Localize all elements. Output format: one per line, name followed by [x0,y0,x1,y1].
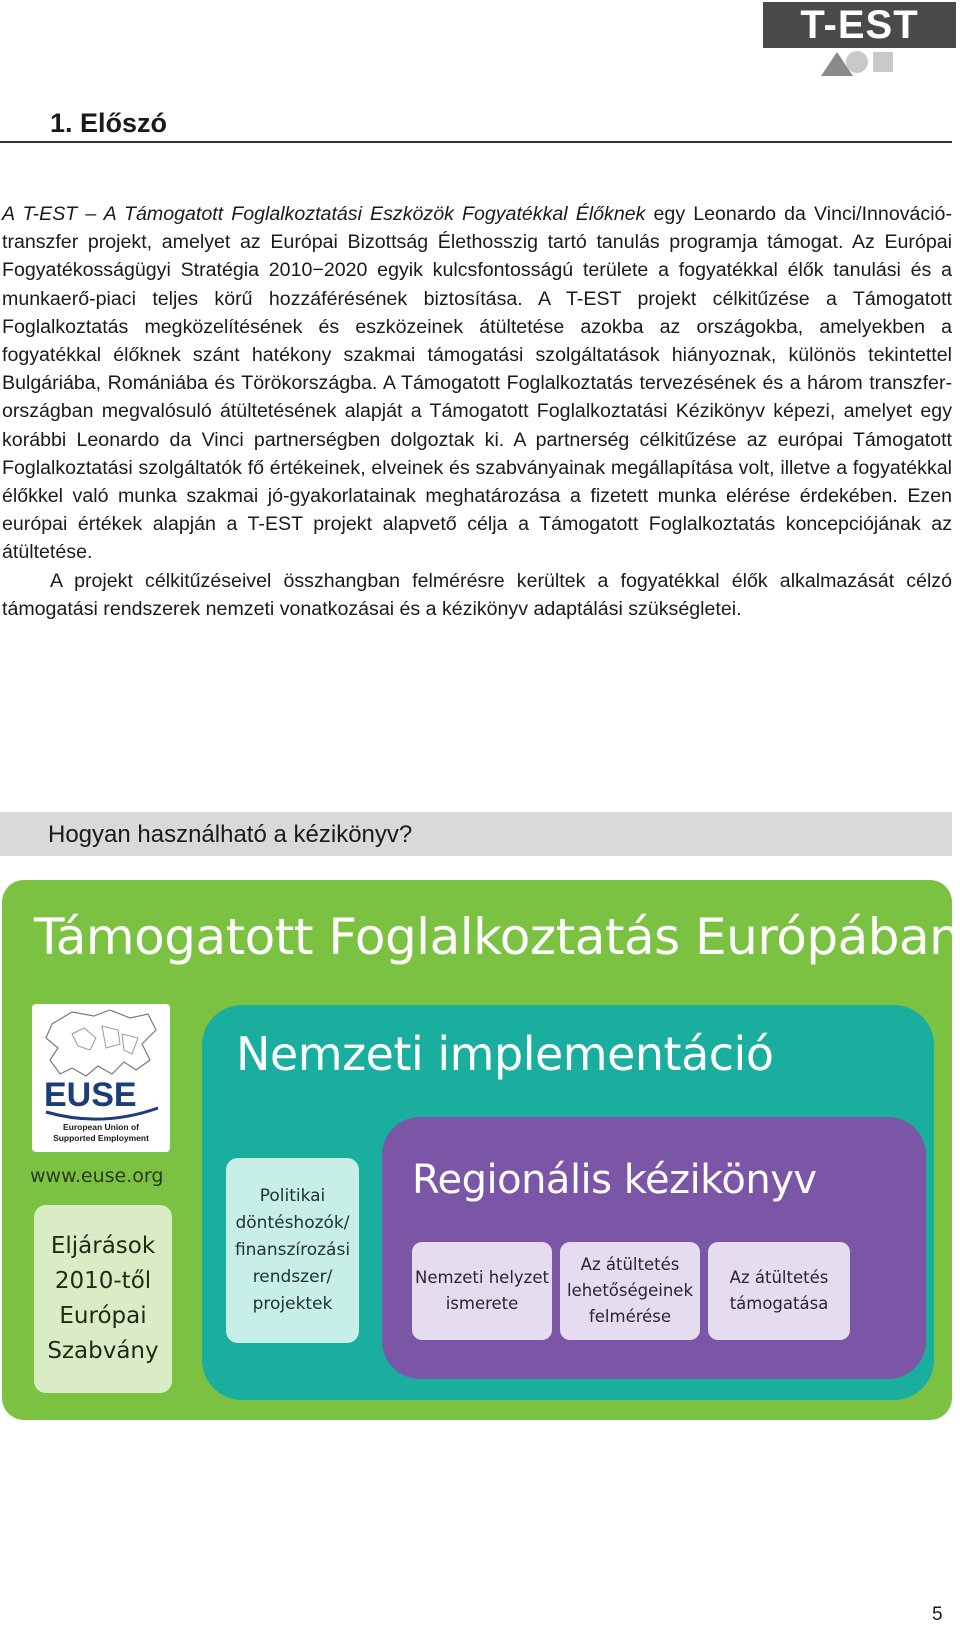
logo-text: T-EST [800,3,919,47]
euse-map-icon [32,1004,170,1152]
euse-url-link[interactable]: www.euse.org [30,1165,164,1187]
section-title: 1. Előszó [50,108,168,138]
policy-box [226,1158,359,1343]
section-divider [0,141,952,143]
paragraph-1 [2,200,952,567]
euse-wordmark: EUSE [44,1076,137,1114]
regional-handbook-title: Regionális kézikönyv [412,1157,817,1203]
svg-text:Supported Employment: Supported Employment [53,1133,149,1143]
standards-box [34,1205,172,1393]
regional-handbook-box [382,1117,926,1379]
national-situation-box [412,1242,552,1340]
supported-employment-diagram [2,880,960,1420]
policy-text: Politikai döntéshozók/ finanszírozási rendszer/ projektek [234,1186,351,1314]
logo-shapes-icon [763,48,956,80]
how-to-heading: Hogyan használható a kézikönyv? [48,821,413,848]
paragraph-1-text: egy Leonardo da Vinci/Innováció-transzfer projekt, amelyet az Európai Bizottság Élethosszig tartó tanulás programja támogat. Az Európai Fogyatékosságügyi Stratégia 2010−2020 egyik kulcsfontosságú területe a fogyatékkal élők tanulási és a munkaerő-piaci teljes körű hozzáférésének biztosítása. A T-EST projekt célkitűzése a Támogatott Foglalkoztatás megközelítésének és eszközeinek átültetése azokba az országokba, amelyekben a fogyatékkal élőknek szánt hatékony szakmai támogatási szolgáltatások hiányoznak, különös tekintettel Bulgáriába, Romániába és Törökországba. A Támogatott Foglalkoztatás tervezésének és a három transzfer-országban megvalósuló átültetésének alapját a Támogatott Foglalkoztatási Kézikönyv képezi, amelyet egy korábbi Leonardo da Vinci partnerségben dolgoztak ki. A partnerség célkitűzése az európai Támogatott Foglalkoztatási szolgáltatók fő értékeinek, elveinek és szabványainak megállapítása volt, illetve a fogyatékkal élőkkel való munka szakmai jó-gyakorlatainak meghatározása a fizetett munka elérése érdekében. Ezen európai értékek alapján a T-EST projekt alapvető célja a Támogatott Foglalkoztatás koncepciójának az átültetése. [2,203,952,564]
svg-text:European Union of: European Union of [62,1122,140,1132]
transfer-support-text: Az átültetés támogatása [729,1268,829,1313]
euse-logo [32,1004,170,1152]
national-situation-text: Nemzeti helyzet ismerete [415,1268,549,1313]
project-title-italic: A T-EST – A Támogatott Foglalkoztatási Eszközök Fogyatékkal Élőknek [2,203,646,225]
diagram-title: Támogatott Foglalkoztatás Európában [34,908,960,966]
national-implementation-box [202,1005,934,1400]
page-number: 5 [932,1604,943,1625]
how-to-band [0,812,952,856]
transfer-assessment-box [560,1242,700,1340]
transfer-assessment-text: Az átültetés lehetőségeinek felmérése [566,1255,694,1326]
standards-text: Eljárások 2010-től Európai Szabvány [47,1233,159,1364]
transfer-support-box [708,1242,850,1340]
paragraph-2: A projekt célkitűzéseivel összhangban felmérésre kerültek a fogyatékkal élők alkalmazását célzó támogatási rendszerek nemzeti vonatkozásai és a kézikönyv adaptálási szükségletei. [2,569,952,620]
t-est-logo [763,2,956,80]
foreword-body [2,200,952,623]
national-implementation-title: Nemzeti implementáció [236,1027,774,1081]
